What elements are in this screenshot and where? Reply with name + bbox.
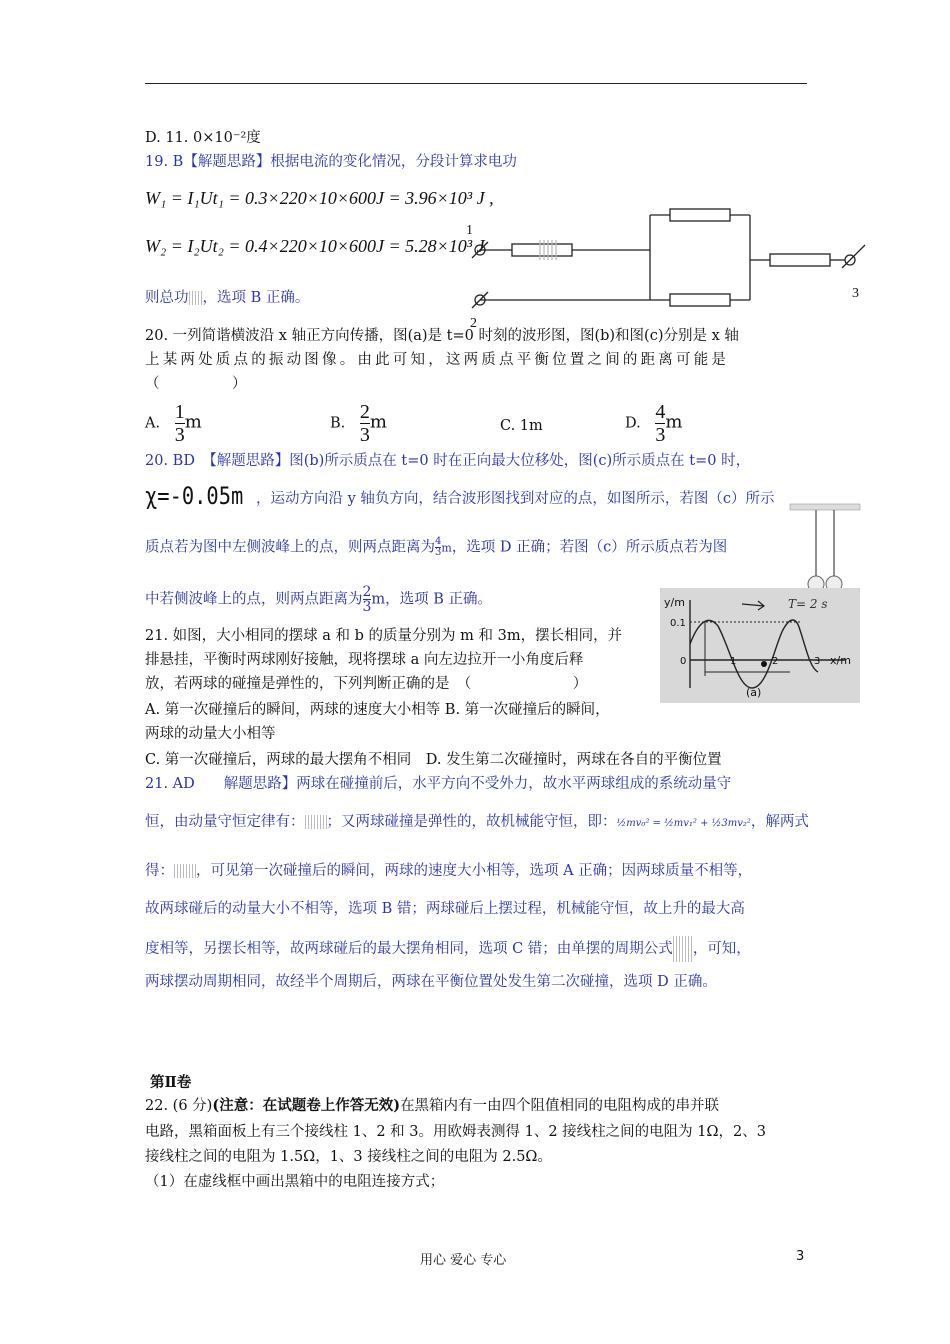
text: 中若侧波峰上的点，则两点距离为 — [145, 591, 363, 608]
resistor — [512, 244, 572, 256]
wave-graph-photo — [660, 588, 860, 703]
denominator: 3 — [362, 599, 372, 615]
text: ；又两球碰撞是弹性的，故机械能守恒，即： — [326, 814, 617, 830]
numerator: 4 — [655, 401, 666, 423]
q21-line4: A. 第一次碰撞后的瞬间，两球的速度大小相等 B. 第一次碰撞后的瞬间， — [145, 702, 610, 718]
origin-label: 0 — [680, 656, 687, 667]
text: 22. (6 分) — [145, 1098, 213, 1114]
numerator: 1 — [174, 401, 185, 423]
q22-line1 — [145, 1096, 719, 1116]
unit: m — [441, 541, 452, 555]
q19-conclusion — [145, 288, 309, 308]
resistor — [670, 294, 730, 306]
text: 质点若为图中左侧波峰上的点，则两点距离为 — [145, 539, 435, 556]
wave-curve — [690, 620, 821, 688]
fraction — [360, 402, 370, 445]
unit: m — [184, 411, 202, 433]
x-label: x/m — [830, 654, 851, 667]
q20-solution-line2: ，运动方向沿 y 轴负方向，结合波形图找到对应的点，如图所示，若图（c）所示 — [256, 491, 775, 507]
q20-line2: 上某两处质点的振动图像。由此可知，这两质点平衡位置之间的距离可能是 — [145, 352, 730, 368]
denominator: 3 — [359, 424, 370, 446]
terminal-1-label: 1 — [466, 223, 473, 238]
header-rule — [145, 83, 807, 84]
unit: m — [369, 411, 387, 433]
q20-solution-line1: 20. BD 【解题思路】图(b)所示质点在 t=0 时在正向最大位移处，图(c)所示质点在 t=0 时， — [145, 453, 751, 469]
text: 在黑箱内有一由四个阻值相同的电阻构成的串并联 — [400, 1098, 720, 1114]
text: 得： — [145, 863, 174, 879]
q19-conclusion-pre: 则总功 — [145, 290, 189, 306]
option-label: A. — [145, 415, 161, 432]
q21-line3: 放，若两球的碰撞是弹性的，下列判断正确的是 （ ） — [145, 676, 588, 692]
q20-option-c: C. 1m — [500, 418, 543, 434]
text: 恒，由动量守恒定律有： — [145, 814, 305, 830]
denominator: 3 — [655, 424, 666, 446]
text: 度相等，另摆长相等，故两球碰后的最大摆角相同，选项 C 错；由单摆的周期公式 — [145, 941, 673, 957]
q20-solution-big: χ=-0.05m — [145, 482, 244, 510]
q20-line1: 20. 一列简谐横波沿 x 轴正方向传播，图(a)是 t=0 时刻的波形图，图(b)和图(c)分别是 x 轴 — [145, 328, 739, 344]
handwritten-period: T= 2 s — [788, 597, 828, 611]
unit: m — [371, 591, 386, 608]
ceiling — [790, 504, 860, 510]
text: ，选项 B 正确。 — [385, 591, 493, 608]
denominator: 3 — [435, 547, 442, 558]
smudged-formula — [174, 864, 196, 878]
q21-line1: 21. 如图，大小相同的摆球 a 和 b 的质量分别为 m 和 3m，摆长相同，并 — [145, 628, 623, 644]
y-tick: 0.1 — [670, 618, 686, 629]
q21-solution-2 — [145, 812, 809, 834]
text: ，可知， — [692, 941, 751, 957]
fraction — [655, 402, 665, 445]
q18-option-d: D. 11. 0×10⁻²度 — [145, 130, 261, 146]
point — [761, 661, 767, 667]
q20-option-b — [330, 402, 387, 445]
text: ，解两式 — [750, 814, 809, 830]
numerator: 4 — [435, 536, 442, 547]
q22-line2: 电路，黑箱面板上有三个接线柱 1、2 和 3。用欧姆表测得 1、2 接线柱之间的电阻为 1Ω，2、3 — [145, 1124, 766, 1140]
terminal-2-label: 2 — [470, 316, 477, 331]
fraction — [175, 402, 185, 445]
text: ，可见第一次碰撞后的瞬间，两球的速度大小相等，选项 A 正确；因两球质量不相等， — [196, 863, 753, 879]
wave-graph — [660, 588, 860, 703]
unit: m — [665, 411, 683, 433]
q19-answer: 19. B【解题思路】根据电流的变化情况，分段计算求电功 — [145, 154, 517, 170]
q21-solution-3 — [145, 861, 752, 881]
circuit-diagram — [460, 200, 880, 331]
smudged-formula — [189, 291, 203, 305]
denominator: 3 — [174, 424, 185, 446]
numerator: 2 — [362, 584, 372, 600]
q21-line5: 两球的动量大小相等 — [145, 726, 276, 742]
option-label: B. — [330, 415, 346, 432]
q21-line6: C. 第一次碰撞后，两球的最大摆角不相同 D. 发生第二次碰撞时，两球在各自的平衡位置 — [145, 752, 722, 768]
q20-option-d — [625, 402, 682, 445]
text: ，选项 D 正确；若图（c）所示质点若为图 — [451, 539, 728, 556]
q20-line3: （ ） — [145, 376, 247, 392]
footer-text: 用心 爱心 专心 — [420, 1253, 507, 1268]
q21-solution-6: 两球摆动周期相同，故经半个周期后，两球在平衡位置处发生第二次碰撞，选项 D 正确。 — [145, 974, 717, 990]
terminal-3-label: 3 — [852, 286, 859, 301]
notice: (注意：在试题卷上作答无效) — [212, 1097, 401, 1114]
y-label: y/m — [664, 596, 685, 609]
pendulum-figure — [790, 500, 870, 592]
q20-solution-line4 — [145, 585, 492, 614]
page-number: 3 — [796, 1249, 805, 1264]
x-tick-2: 2 — [772, 656, 779, 667]
x-tick-3: 3 — [814, 656, 821, 667]
smudged-formula — [305, 815, 327, 829]
q19-w1-equation: W₁ = I₁Ut₁ = 0.3×220×10×600J = 3.96×10³ J , — [145, 188, 494, 208]
q21-line2: 排悬挂，平衡时两球刚好接触，现将摆球 a 向左边拉开一小角度后释 — [145, 652, 584, 668]
numerator: 2 — [359, 401, 370, 423]
option-label: D. — [625, 415, 641, 432]
part2-title: 第Ⅱ卷 — [150, 1074, 192, 1091]
q20-solution-line3 — [145, 537, 727, 559]
caption: (a) — [746, 686, 762, 699]
x-tick-1: 1 — [730, 656, 737, 667]
arrow — [742, 601, 764, 610]
resistor — [770, 254, 830, 266]
q19-w2-equation: W₂ = I₂Ut₂ = 0.4×220×10×600J = 5.28×10³ J — [145, 236, 485, 256]
resistor — [670, 209, 730, 221]
q21-solution-5 — [145, 936, 751, 962]
q22-line4: （1）在虚线框中画出黑箱中的电阻连接方式； — [145, 1174, 445, 1190]
q19-conclusion-post: ，选项 B 正确。 — [202, 290, 310, 306]
q20-option-a — [145, 402, 202, 445]
q21-solution-4: 故两球碰后的动量大小不相等，选项 B 错；两球碰后上摆过程，机械能守恒，故上升的最大高 — [145, 901, 745, 917]
energy-equation: ½mv₀² = ½mv₁² + ½3mv₂² — [616, 818, 751, 829]
q21-solution-1: 21. AD 解题思路】两球在碰撞前后，水平方向不受外力，故水平两球组成的系统动量守 — [145, 776, 732, 792]
smudged-formula — [673, 936, 693, 962]
q22-line3: 接线柱之间的电阻为 1.5Ω，1、3 接线柱之间的电阻为 2.5Ω。 — [145, 1149, 552, 1165]
